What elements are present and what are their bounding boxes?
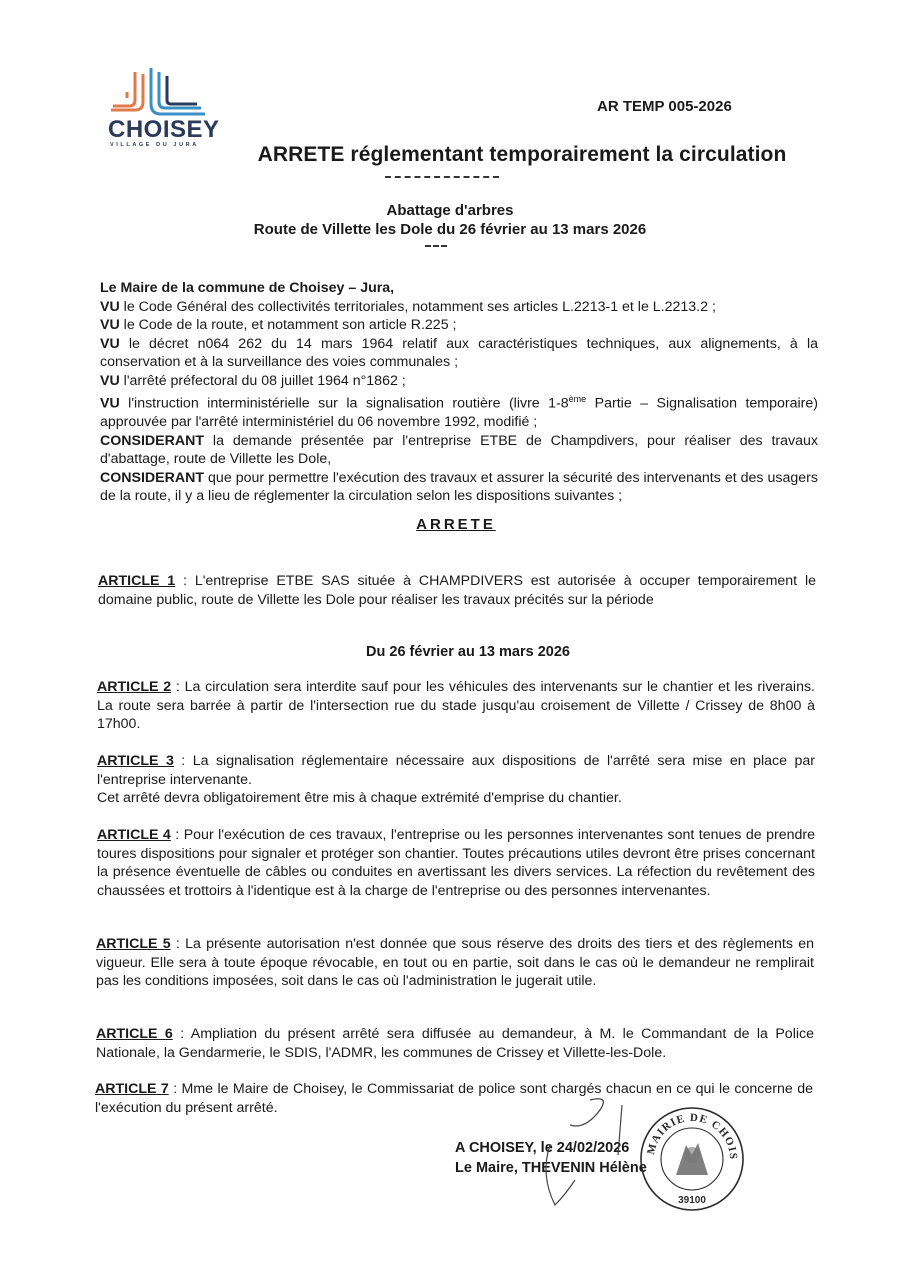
vu-line-5: VU l'instruction interministérielle sur la signalisation routière (livre 1-8ème Partie – Signalisation temporaire) approuvée par l'arrêté interministériel du 06 novembre 1992, modifié ; (100, 394, 818, 431)
article-4: ARTICLE 4 : Pour l'exécution de ces travaux, l'entreprise ou les personnes intervenantes sont tenues de prendre toures dispositions pour signaler et protéger son chantier. Toutes précautions utiles devront être prises concernant la présence éventuelle de câbles ou conduites en avertissant les divers services. La réfection du revêtement des chaussées et trottoirs à l'identique est à la charge de l'entreprise ou des personnes intervenantes. (97, 827, 815, 899)
subtitle-line-1: Abattage d'arbres (386, 202, 514, 219)
handwritten-signature (530, 1085, 640, 1215)
divider (385, 176, 499, 180)
period: Du 26 février au 13 mars 2026 (366, 644, 570, 660)
article-6: ARTICLE 6 : Ampliation du présent arrêté sera diffusée au demandeur, à M. le Commandant de la Police Nationale, la Gendarmerie, le SDIS, l'ADMR, les communes de Crissey et Villette-les-Dole. (96, 1026, 814, 1061)
article-5: ARTICLE 5 : La présente autorisation n'est donnée que sous réserve des droits des tiers et des règlements en vigueur. Elle sera à toute époque révocable, en tout ou en partie, soit dans le cas où le demandeur ne remplirait pas les conditions imposées, soit dans le cas où l'administration le jugerait utile. (96, 936, 814, 989)
reference-number: AR TEMP 005-2026 (597, 98, 732, 115)
place-date: A CHOISEY, le 24/02/2026 (455, 1140, 630, 1156)
article-3: ARTICLE 3 : La signalisation réglementaire nécessaire aux dispositions de l'arrêté sera mise en place par l'entreprise intervenante. Cet arrêté devra obligatoirement être mis à chaque extrémité d'emprise du chantier. (97, 753, 816, 806)
logo-name: CHOISEY (108, 116, 220, 143)
official-stamp (638, 1105, 746, 1213)
vu-line-4: VU l'arrêté préfectoral du 08 juillet 1964 n°1862 ; (100, 372, 406, 389)
mayor-line: Le Maire de la commune de Choisey – Jura, (100, 280, 395, 296)
article-1: ARTICLE 1 : L'entreprise ETBE SAS située à CHAMPDIVERS est autorisée à occuper temporairement le domaine public, route de Villette les Dole pour réaliser les travaux précités sur la période (98, 573, 816, 608)
stamp-code: 39100 (678, 1195, 706, 1206)
subtitle-line-2: Route de Villette les Dole du 26 février au 13 mars 2026 (253, 221, 647, 238)
subtitle (0, 201, 900, 239)
considerant-line-2: CONSIDERANT que pour permettre l'exécution des travaux et assurer la sécurité des intervenants et des usagers de la route, il y a lieu de réglementer la circulation selon les dispositions suivantes ; (100, 469, 818, 505)
article-2: ARTICLE 2 : La circulation sera interdite sauf pour les véhicules des intervenants sur le chantier et les riverains. La route sera barrée à partir de l'intersection rue du stade jusqu'au croisement de Villette / Crissey de 8h00 à 17h00. (97, 679, 815, 732)
divider-small (425, 245, 447, 247)
considerant-line-1: CONSIDERANT la demande présentée par l'entreprise ETBE de Champdivers, pour réaliser des travaux d'abattage, route de Villette les Dole, (100, 432, 818, 468)
article-7: ARTICLE 7 : Mme le Maire de Choisey, le Commissariat de police sont chargés chacun en ce qui le concerne de l'exécution du présent arrêté. (95, 1081, 813, 1116)
signatory: Le Maire, THEVENIN Hélène (455, 1160, 647, 1176)
vu-line-1: VU le Code Général des collectivités territoriales, notamment ses articles L.2213-1 et le L.2213.2 ; (100, 298, 716, 315)
vu-line-2: VU le Code de la route, et notamment son article R.225 ; (100, 317, 457, 333)
preamble (100, 279, 818, 506)
vu-line-3: VU le décret n064 262 du 14 mars 1964 relatif aux caractéristiques techniques, aux alignements, à la conservation et à la surveillance des voies communales ; (100, 335, 818, 370)
page-title: ARRETE réglementant temporairement la circulation (257, 143, 787, 166)
stamp-text: MAIRIE DE CHOIS (645, 1111, 740, 1161)
arrete-heading: ARRETE (416, 516, 496, 533)
logo-tagline: VILLAGE DU JURA (110, 142, 199, 148)
